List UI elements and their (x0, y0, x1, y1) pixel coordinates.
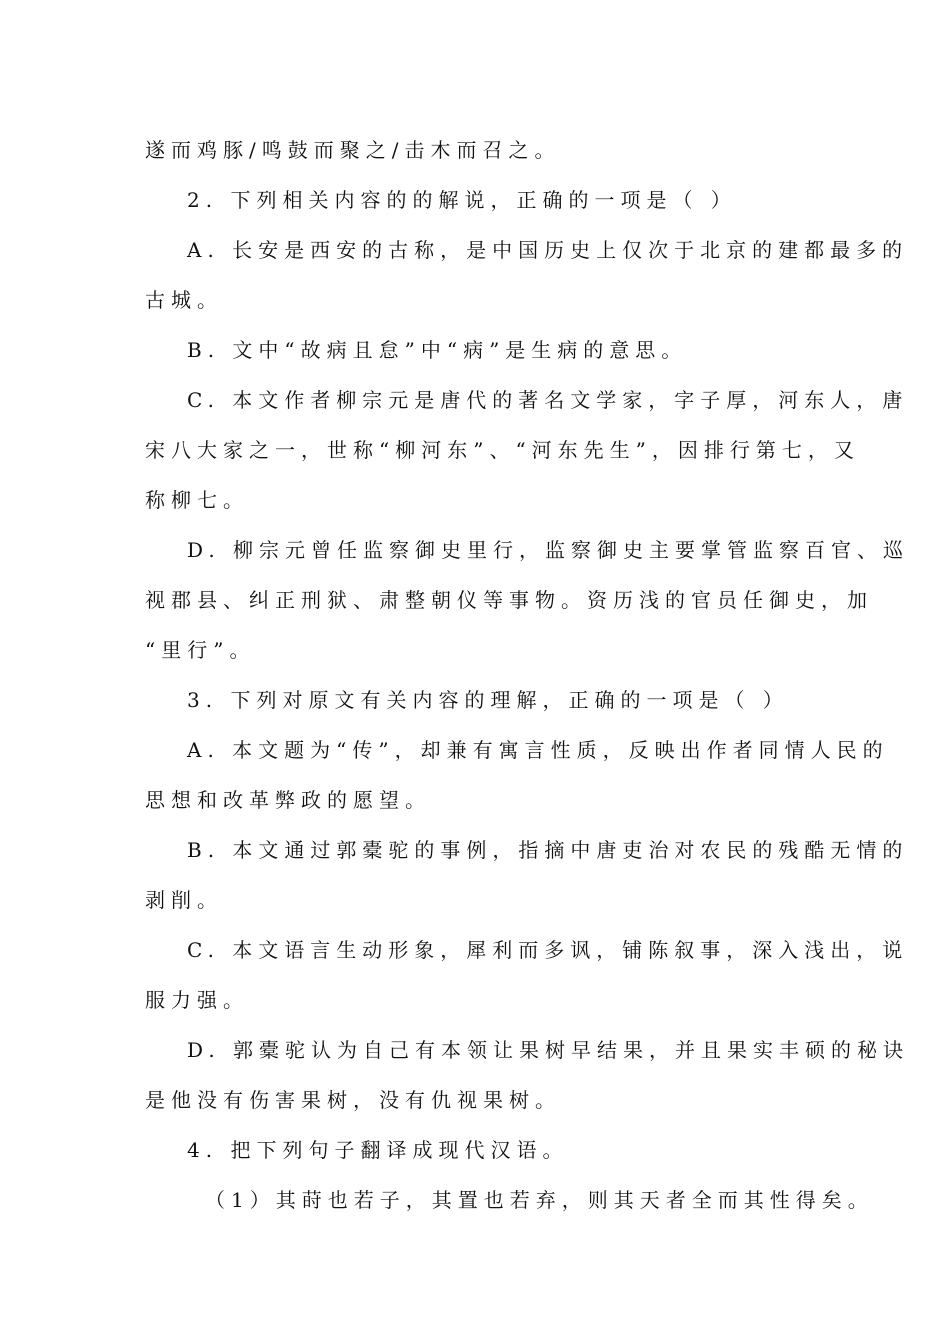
text-line-1: 遂而鸡豚/鸣鼓而聚之/击木而召之。 (145, 138, 561, 162)
question-3-option-a: A. 本文题为“传”，却兼有寓言性质，反映出作者同情人民的 (187, 738, 889, 762)
question-3-option-b-cont: 剥削。 (145, 888, 223, 912)
question-2-option-b: B. 文中“故病且怠”中“病”是生病的意思。 (187, 338, 688, 362)
question-3-option-b: B. 本文通过郭橐驼的事例，指摘中唐吏治对农民的残酷无情的 (187, 838, 909, 862)
question-2-stem: 2. 下列相关内容的的解说，正确的一项是（ ） (187, 188, 737, 212)
question-3-option-c: C. 本文语言生动形象，犀利而多讽，铺陈叙事，深入浅出，说 (187, 938, 909, 962)
question-3-option-a-cont: 思想和改革弊政的愿望。 (145, 788, 431, 812)
question-2-option-c-cont-1: 宋八大家之一，世称“柳河东”、“河东先生”，因排行第七，又 (145, 438, 860, 462)
question-2-option-a-cont: 古城。 (145, 288, 223, 312)
question-2-option-c-cont-2: 称柳七。 (145, 488, 249, 512)
question-4-sentence-1: （1）其莳也若子，其置也若弃，则其天者全而其性得矣。 (205, 1188, 874, 1212)
question-3-stem: 3. 下列对原文有关内容的理解，正确的一项是（ ） (187, 688, 789, 712)
question-2-option-c: C. 本文作者柳宗元是唐代的著名文学家，字子厚，河东人，唐 (187, 388, 909, 412)
question-2-option-d: D. 柳宗元曾任监察御史里行，监察御史主要掌管监察百官、巡 (187, 538, 910, 562)
question-4-stem: 4. 把下列句子翻译成现代汉语。 (187, 1138, 569, 1162)
question-3-option-d: D. 郭橐驼认为自己有本领让果树早结果，并且果实丰硕的秘诀 (187, 1038, 910, 1062)
question-2-option-d-cont-2: “里行”。 (145, 638, 256, 662)
question-3-option-c-cont: 服力强。 (145, 988, 249, 1012)
question-3-option-d-cont: 是他没有伤害果树，没有仇视果树。 (145, 1088, 561, 1112)
question-2-option-d-cont-1: 视郡县、纠正刑狱、肃整朝仪等事物。资历浅的官员任御史，加 (145, 588, 873, 612)
question-2-option-a: A. 长安是西安的古称，是中国历史上仅次于北京的建都最多的 (187, 238, 909, 262)
